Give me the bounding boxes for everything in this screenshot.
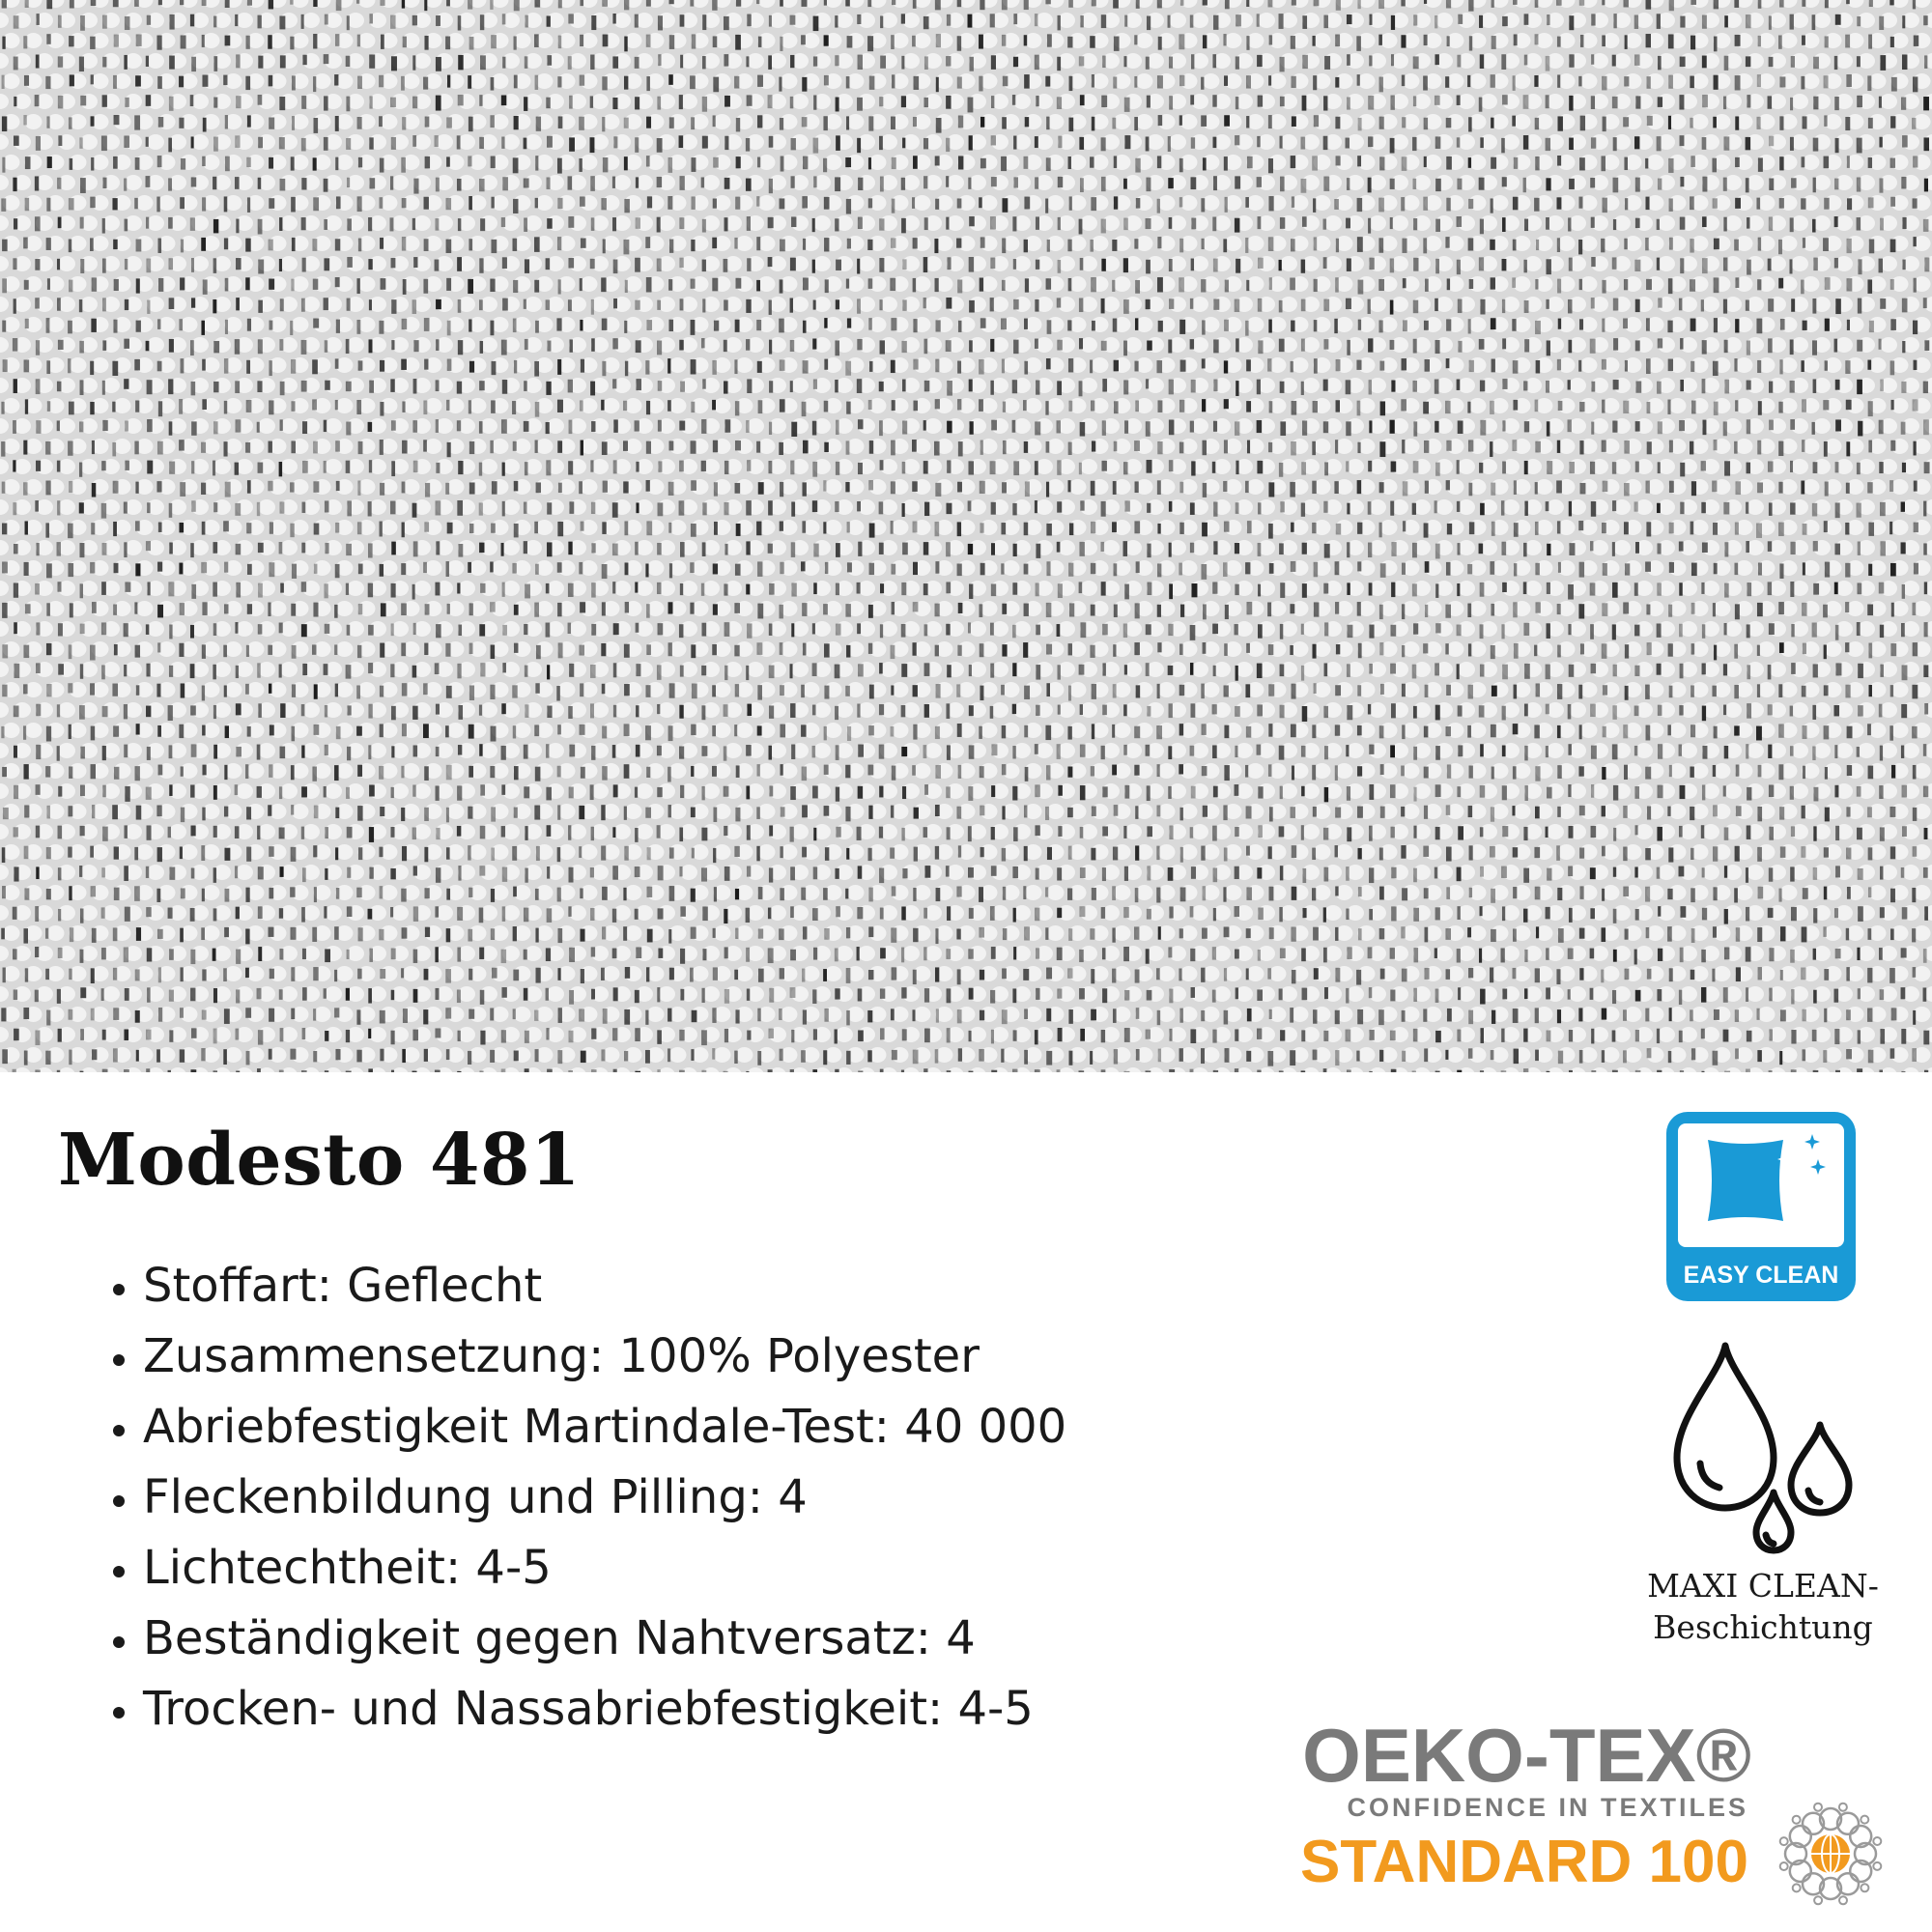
- spec-item: • Fleckenbildung und Pilling: 4: [143, 1463, 1066, 1533]
- oeko-tex-tagline: CONFIDENCE IN TEXTILES: [1347, 1793, 1748, 1822]
- oeko-tex-brand: OEKO-TEX®: [1302, 1713, 1751, 1798]
- oeko-tex-flower-globe-icon: [1780, 1804, 1882, 1905]
- spec-item: • Zusammensetzung: 100% Polyester: [143, 1321, 1066, 1392]
- spec-item: • Trocken- und Nassabriebfestigkeit: 4-5: [143, 1674, 1066, 1745]
- spec-item: • Beständigkeit gegen Nahtversatz: 4: [143, 1604, 1066, 1674]
- spec-list: [97, 1251, 1066, 1745]
- easy-clean-label: EASY CLEAN: [1683, 1262, 1839, 1289]
- easy-clean-badge: [1663, 1109, 1859, 1304]
- product-title: Modesto 481: [58, 1119, 582, 1202]
- maxi-clean-line-2: Beschichtung: [1653, 1608, 1873, 1646]
- maxi-clean-caption: [1584, 1565, 1932, 1648]
- oeko-tex-standard: STANDARD 100: [1300, 1829, 1748, 1895]
- water-drops-icon: [1665, 1338, 1859, 1555]
- spec-item: • Stoffart: Geflecht: [143, 1251, 1066, 1321]
- spec-item: • Abriebfestigkeit Martindale-Test: 40 000: [143, 1392, 1066, 1463]
- maxi-clean-line-1: MAXI CLEAN-: [1647, 1567, 1879, 1605]
- spec-item: • Lichtechtheit: 4-5: [143, 1533, 1066, 1604]
- oeko-tex-logo: [1256, 1708, 1922, 1911]
